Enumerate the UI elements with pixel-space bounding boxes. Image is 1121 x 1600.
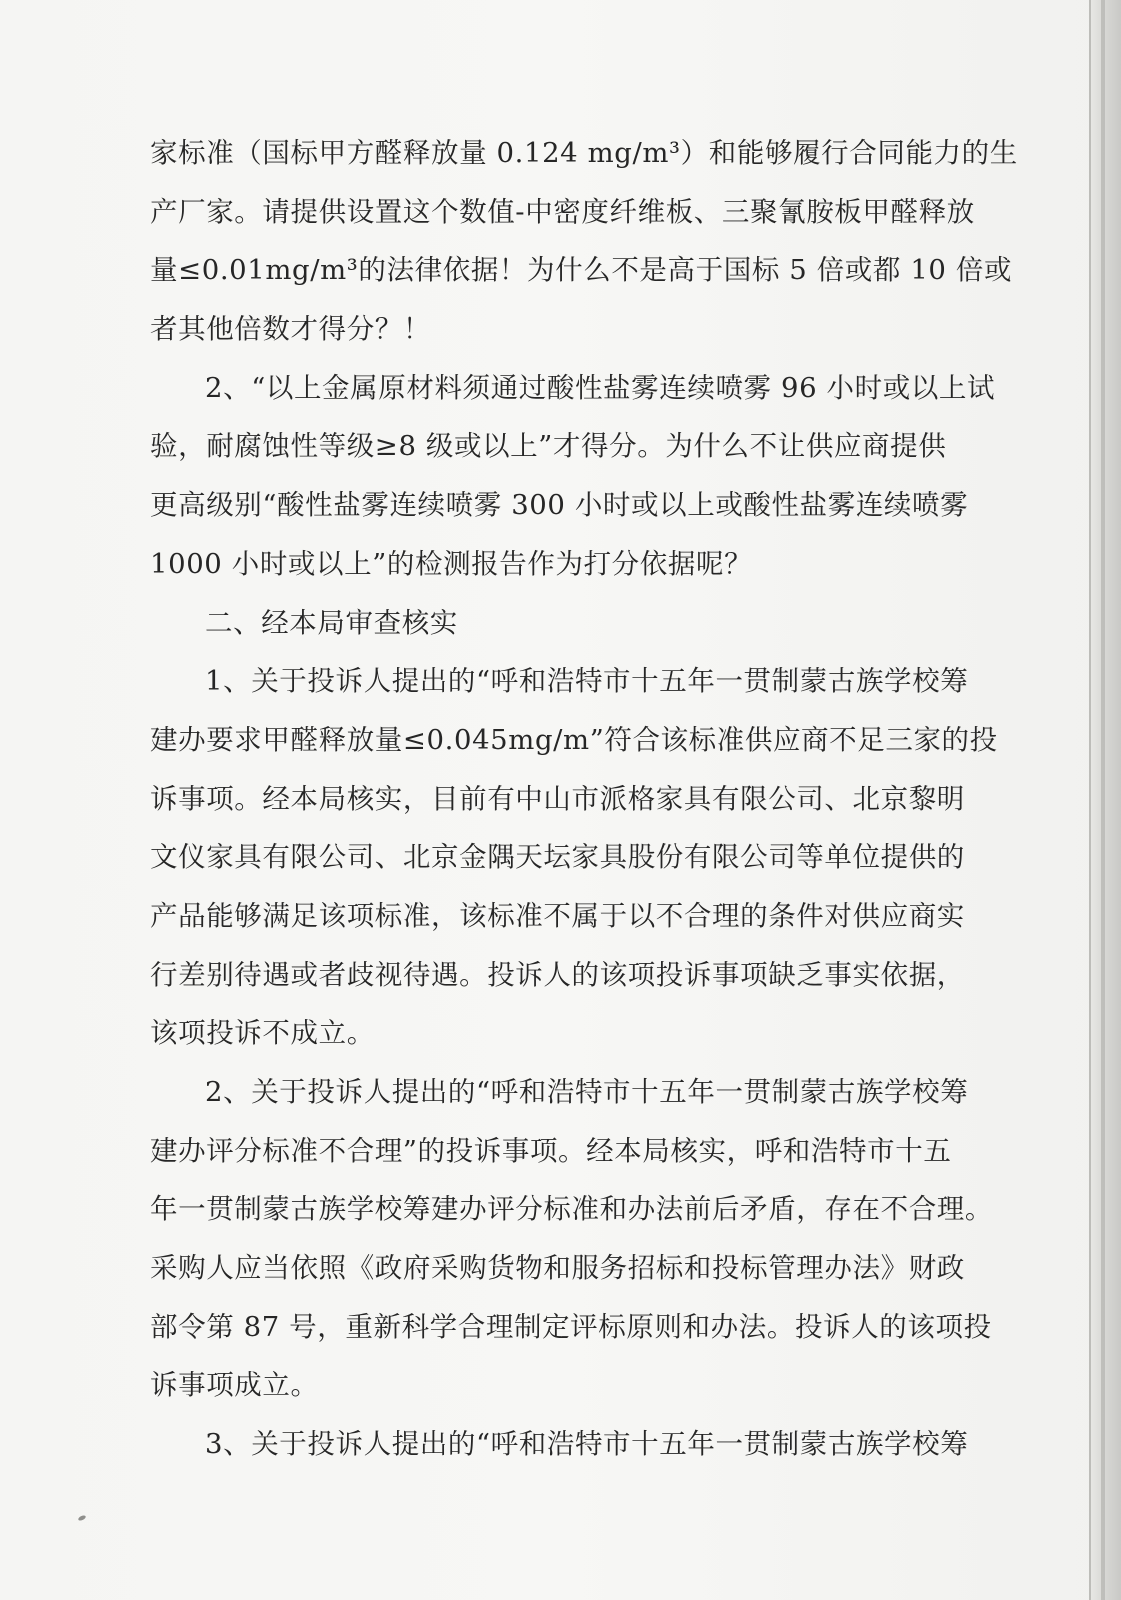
page-edge-shadow [1089,0,1121,1600]
scan-speck [78,1514,87,1521]
page-edge-line [1101,0,1105,1600]
text-line: 采购人应当依照《政府采购货物和服务招标和投标管理办法》财政 [150,1252,965,1285]
text-line: 诉事项。经本局核实，目前有中山市派格家具有限公司、北京黎明 [150,782,965,815]
text-line: 量≤0.01mg/m³的法律依据！为什么不是高于国标 5 倍或都 10 倍或 [150,254,1013,287]
text-line: 1000 小时或以上”的检测报告作为打分依据呢？ [150,547,753,580]
text-line: 建办要求甲醛释放量≤0.045mg/m”符合该标准供应商不足三家的投 [150,723,998,756]
paragraph-start-line: 2、“以上金属原材料须通过酸性盐雾连续喷雾 96 小时或以上试 [205,371,996,404]
text-line: 行差别待遇或者歧视待遇。投诉人的该项投诉事项缺乏事实依据， [150,958,965,991]
document-body [150,124,1018,1474]
text-line: 该项投诉不成立。 [150,1017,375,1050]
paragraph-start-line: 1、关于投诉人提出的“呼和浩特市十五年一贯制蒙古族学校筹 [205,665,969,698]
text-line: 家标准（国标甲方醛释放量 0.124 mg/m³）和能够履行合同能力的生 [150,137,1018,169]
text-line: 年一贯制蒙古族学校筹建办评分标准和办法前后矛盾，存在不合理。 [150,1193,993,1226]
paragraph-start-line: 2、关于投诉人提出的“呼和浩特市十五年一贯制蒙古族学校筹 [205,1076,969,1108]
text-line: 产厂家。请提供设置这个数值-中密度纤维板、三聚氰胺板甲醛释放 [150,195,975,228]
text-line: 建办评分标准不合理”的投诉事项。经本局核实，呼和浩特市十五 [150,1134,952,1167]
text-line: 文仪家具有限公司、北京金隅天坛家具股份有限公司等单位提供的 [150,841,965,874]
text-line: 更高级别“酸性盐雾连续喷雾 300 小时或以上或酸性盐雾连续喷雾 [150,489,969,522]
text-line: 部令第 87 号，重新科学合理制定评标原则和办法。投诉人的该项投 [150,1310,992,1343]
section-heading: 二、经本局审查核实 [205,606,458,639]
text-line: 产品能够满足该项标准，该标准不属于以不合理的条件对供应商实 [150,899,965,932]
text-line: 诉事项成立。 [150,1369,319,1402]
text-line: 验，耐腐蚀性等级≥8 级或以上”才得分。为什么不让供应商提供 [150,430,947,463]
text-line: 者其他倍数才得分？！ [150,313,431,346]
paragraph-start-line: 3、关于投诉人提出的“呼和浩特市十五年一贯制蒙古族学校筹 [205,1428,969,1461]
